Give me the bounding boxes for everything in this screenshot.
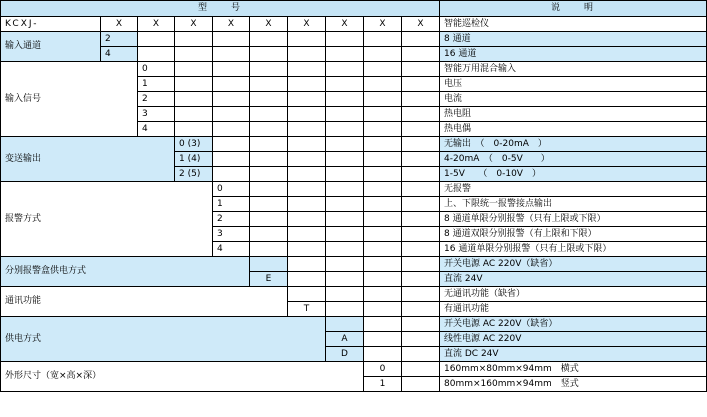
- description-header: 说 明: [440, 1, 707, 17]
- option-description: 电压: [440, 77, 707, 92]
- option-code: 4: [213, 242, 250, 257]
- option-description: 16 通道单限分别报警（只有上限或下限）: [440, 242, 707, 257]
- option-code: 1: [138, 77, 175, 92]
- dimensions-label: 外形尺寸（宽×高×深）: [1, 362, 364, 392]
- model-placeholder: X: [364, 17, 402, 32]
- option-description: 无报警: [440, 182, 707, 197]
- table-row: [1, 182, 707, 197]
- option-code: 2: [213, 212, 250, 227]
- option-code: 3: [213, 227, 250, 242]
- table-row: [1, 257, 707, 272]
- model-placeholder: X: [402, 17, 440, 32]
- option-code: 2 (5): [175, 167, 213, 182]
- option-description: 1-5V （ 0-10V ）: [440, 167, 707, 182]
- option-description: 热电阻: [440, 107, 707, 122]
- option-code: D: [326, 347, 364, 362]
- option-code: [326, 317, 364, 332]
- input-signal-label: 输入信号: [1, 62, 138, 137]
- option-description: 80mm×160mm×94mm 竖式: [440, 377, 707, 392]
- table-row: [1, 362, 707, 377]
- option-description: 上、下限统一报警接点输出: [440, 197, 707, 212]
- option-code: 2: [138, 92, 175, 107]
- option-code: 3: [138, 107, 175, 122]
- option-description: 线性电源 AC 220V: [440, 332, 707, 347]
- model-prefix: KCXJ-: [1, 17, 101, 32]
- option-description: 开关电源 AC 220V（缺省）: [440, 317, 707, 332]
- power-label: 供电方式: [1, 317, 326, 362]
- option-description: 开关电源 AC 220V（缺省）: [440, 257, 707, 272]
- transmit-output-label: 变送输出: [1, 137, 175, 182]
- table-row: [1, 47, 707, 62]
- alarm-power-label: 分别报警盒供电方式: [1, 257, 250, 287]
- header-row: [1, 1, 707, 17]
- alarm-mode-label: 报警方式: [1, 182, 213, 257]
- model-placeholder: X: [138, 17, 175, 32]
- option-code: [250, 257, 288, 272]
- table-row: [1, 137, 707, 152]
- option-code: 0 (3): [175, 137, 213, 152]
- input-channels-label: 输入通道: [1, 32, 101, 62]
- option-description: 无输出 （ 0-20mA ）: [440, 137, 707, 152]
- model-placeholder: X: [101, 17, 138, 32]
- option-description: 8 通道双限分别报警（有上限和下限）: [440, 227, 707, 242]
- model-code-row: [1, 17, 707, 32]
- option-code: 1 (4): [175, 152, 213, 167]
- table-row: [1, 287, 707, 302]
- option-code: 0: [364, 362, 402, 377]
- option-description: 无通讯功能（缺省）: [440, 287, 707, 302]
- option-description: 160mm×80mm×94mm 横式: [440, 362, 707, 377]
- option-description: 智能万用混合输入: [440, 62, 707, 77]
- model-header: 型 号: [1, 1, 440, 17]
- option-code: [288, 287, 326, 302]
- option-description: 热电偶: [440, 122, 707, 137]
- model-placeholder: X: [326, 17, 364, 32]
- model-placeholder: X: [288, 17, 326, 32]
- model-placeholder: X: [250, 17, 288, 32]
- option-description: 4-20mA （ 0-5V ）: [440, 152, 707, 167]
- comm-label: 通讯功能: [1, 287, 288, 317]
- table-row: [1, 62, 707, 77]
- option-description: 有通讯功能: [440, 302, 707, 317]
- option-code: T: [288, 302, 326, 317]
- model-placeholder: X: [175, 17, 213, 32]
- option-code: 4: [101, 47, 138, 62]
- option-description: 直流 DC 24V: [440, 347, 707, 362]
- option-code: 0: [138, 62, 175, 77]
- table-row: [1, 317, 707, 332]
- option-code: A: [326, 332, 364, 347]
- option-code: 1: [364, 377, 402, 392]
- model-description: 智能巡检仪: [440, 17, 707, 32]
- option-code: 1: [213, 197, 250, 212]
- model-placeholder: X: [213, 17, 250, 32]
- option-code: 2: [101, 32, 138, 47]
- option-code: 4: [138, 122, 175, 137]
- option-description: 直流 24V: [440, 272, 707, 287]
- option-description: 8 通道单限分别报警（只有上限或下限）: [440, 212, 707, 227]
- table-row: [1, 32, 707, 47]
- option-description: 电流: [440, 92, 707, 107]
- option-code: E: [250, 272, 288, 287]
- option-description: 8 通道: [440, 32, 707, 47]
- option-description: 16 通道: [440, 47, 707, 62]
- option-code: 0: [213, 182, 250, 197]
